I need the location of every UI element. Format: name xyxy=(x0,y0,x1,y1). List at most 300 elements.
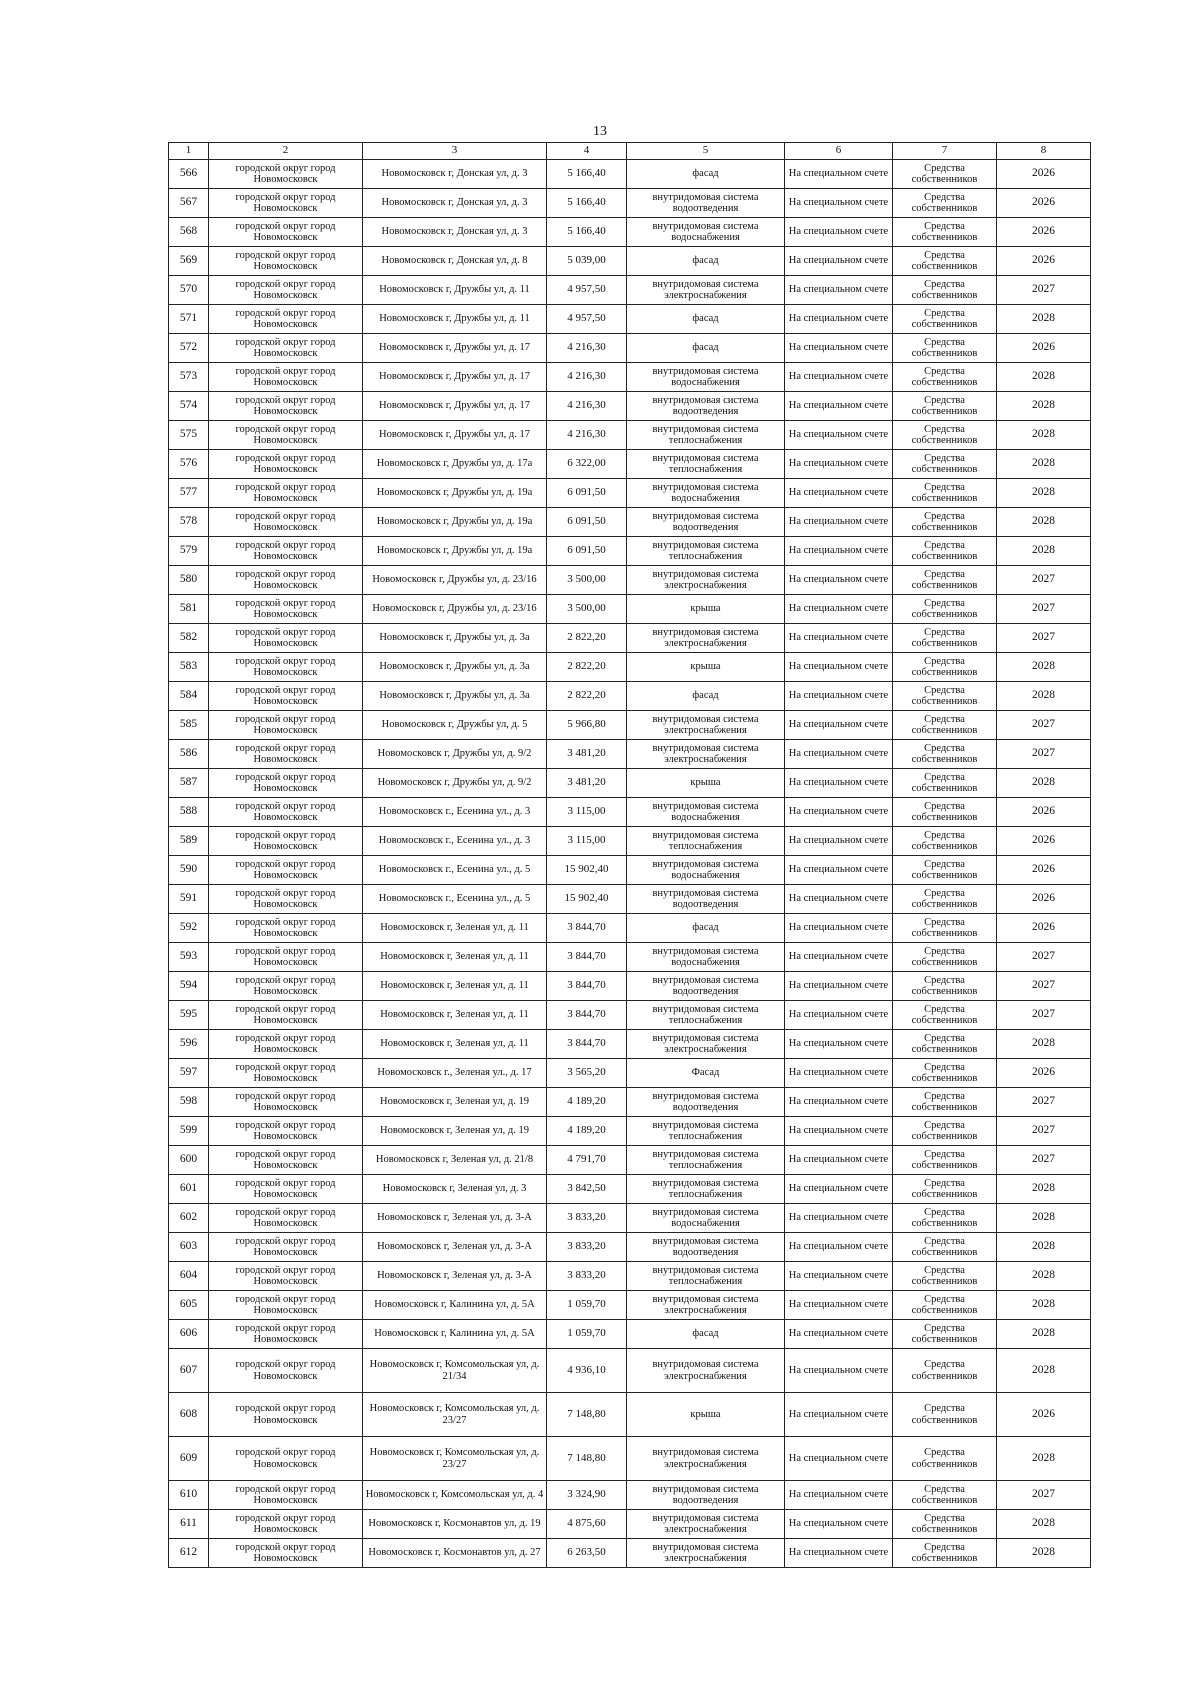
table-row xyxy=(169,1437,1091,1481)
address: Новомосковск г, Дружбы ул, д. 9/2 xyxy=(363,769,547,798)
plan-year: 2028 xyxy=(997,1291,1091,1320)
row-number: 599 xyxy=(169,1117,209,1146)
row-number: 586 xyxy=(169,740,209,769)
address: Новомосковск г, Дружбы ул, д. 9/2 xyxy=(363,740,547,769)
row-number: 585 xyxy=(169,711,209,740)
funding-source: Средства собственников xyxy=(893,885,997,914)
table-row xyxy=(169,595,1091,624)
account-type: На специальном счете xyxy=(785,421,893,450)
address: Новомосковск г, Дружбы ул, д. 19а xyxy=(363,479,547,508)
funding-source: Средства собственников xyxy=(893,1088,997,1117)
municipality: городской округ город Новомосковск xyxy=(209,1262,363,1291)
municipality: городской округ город Новомосковск xyxy=(209,189,363,218)
plan-year: 2027 xyxy=(997,943,1091,972)
plan-year: 2027 xyxy=(997,711,1091,740)
row-number: 566 xyxy=(169,160,209,189)
table-row xyxy=(169,1393,1091,1437)
area-value: 6 263,50 xyxy=(547,1539,627,1568)
plan-year: 2028 xyxy=(997,1349,1091,1393)
area-value: 15 902,40 xyxy=(547,856,627,885)
account-type: На специальном счете xyxy=(785,508,893,537)
area-value: 15 902,40 xyxy=(547,885,627,914)
area-value: 6 322,00 xyxy=(547,450,627,479)
area-value: 3 500,00 xyxy=(547,566,627,595)
table-row xyxy=(169,1088,1091,1117)
address: Новомосковск г, Донская ул, д. 8 xyxy=(363,247,547,276)
work-type: внутридомовая система водоотведения xyxy=(627,189,785,218)
address: Новомосковск г, Дружбы ул, д. 5 xyxy=(363,711,547,740)
table-row xyxy=(169,1030,1091,1059)
table-row xyxy=(169,1291,1091,1320)
work-type: внутридомовая система теплоснабжения xyxy=(627,1262,785,1291)
municipality: городской округ город Новомосковск xyxy=(209,421,363,450)
row-number: 573 xyxy=(169,363,209,392)
address: Новомосковск г, Космонавтов ул, д. 27 xyxy=(363,1539,547,1568)
work-type: внутридомовая система теплоснабжения xyxy=(627,537,785,566)
account-type: На специальном счете xyxy=(785,392,893,421)
account-type: На специальном счете xyxy=(785,334,893,363)
table-row xyxy=(169,247,1091,276)
row-number: 578 xyxy=(169,508,209,537)
plan-year: 2026 xyxy=(997,856,1091,885)
table-row xyxy=(169,711,1091,740)
address: Новомосковск г, Дружбы ул, д. 11 xyxy=(363,305,547,334)
funding-source: Средства собственников xyxy=(893,276,997,305)
page-number: 13 xyxy=(593,124,607,139)
area-value: 3 833,20 xyxy=(547,1233,627,1262)
area-value: 3 833,20 xyxy=(547,1262,627,1291)
work-type: внутридомовая система электроснабжения xyxy=(627,1437,785,1481)
account-type: На специальном счете xyxy=(785,711,893,740)
address: Новомосковск г, Зеленая ул, д. 11 xyxy=(363,1001,547,1030)
funding-source: Средства собственников xyxy=(893,711,997,740)
table-row xyxy=(169,740,1091,769)
funding-source: Средства собственников xyxy=(893,827,997,856)
account-type: На специальном счете xyxy=(785,1204,893,1233)
work-type: внутридомовая система электроснабжения xyxy=(627,1030,785,1059)
funding-source: Средства собственников xyxy=(893,914,997,943)
plan-year: 2026 xyxy=(997,914,1091,943)
funding-source: Средства собственников xyxy=(893,972,997,1001)
work-type: внутридомовая система электроснабжения xyxy=(627,711,785,740)
municipality: городской округ город Новомосковск xyxy=(209,595,363,624)
plan-year: 2026 xyxy=(997,218,1091,247)
row-number: 606 xyxy=(169,1320,209,1349)
account-type: На специальном счете xyxy=(785,595,893,624)
row-number: 594 xyxy=(169,972,209,1001)
column-header: 6 xyxy=(785,143,893,160)
account-type: На специальном счете xyxy=(785,479,893,508)
funding-source: Средства собственников xyxy=(893,798,997,827)
address: Новомосковск г, Зеленая ул, д. 19 xyxy=(363,1117,547,1146)
work-type: фасад xyxy=(627,247,785,276)
area-value: 4 216,30 xyxy=(547,363,627,392)
municipality: городской округ город Новомосковск xyxy=(209,1233,363,1262)
row-number: 596 xyxy=(169,1030,209,1059)
area-value: 7 148,80 xyxy=(547,1393,627,1437)
column-header: 1 xyxy=(169,143,209,160)
work-type: фасад xyxy=(627,305,785,334)
account-type: На специальном счете xyxy=(785,914,893,943)
table-row xyxy=(169,189,1091,218)
area-value: 3 842,50 xyxy=(547,1175,627,1204)
municipality: городской округ город Новомосковск xyxy=(209,1088,363,1117)
account-type: На специальном счете xyxy=(785,827,893,856)
funding-source: Средства собственников xyxy=(893,682,997,711)
table-row xyxy=(169,1262,1091,1291)
account-type: На специальном счете xyxy=(785,624,893,653)
funding-source: Средства собственников xyxy=(893,508,997,537)
municipality: городской округ город Новомосковск xyxy=(209,943,363,972)
address: Новомосковск г, Комсомольская ул, д. 4 xyxy=(363,1481,547,1510)
funding-source: Средства собственников xyxy=(893,1001,997,1030)
row-number: 597 xyxy=(169,1059,209,1088)
plan-year: 2028 xyxy=(997,392,1091,421)
work-type: фасад xyxy=(627,1320,785,1349)
municipality: городской округ город Новомосковск xyxy=(209,1204,363,1233)
funding-source: Средства собственников xyxy=(893,1117,997,1146)
account-type: На специальном счете xyxy=(785,1320,893,1349)
area-value: 3 833,20 xyxy=(547,1204,627,1233)
work-type: крыша xyxy=(627,1393,785,1437)
account-type: На специальном счете xyxy=(785,1349,893,1393)
work-type: внутридомовая система водоснабжения xyxy=(627,798,785,827)
municipality: городской округ город Новомосковск xyxy=(209,1001,363,1030)
table-row xyxy=(169,624,1091,653)
area-value: 4 791,70 xyxy=(547,1146,627,1175)
work-type: внутридомовая система водоснабжения xyxy=(627,1204,785,1233)
plan-year: 2027 xyxy=(997,276,1091,305)
plan-year: 2028 xyxy=(997,1510,1091,1539)
plan-year: 2028 xyxy=(997,1437,1091,1481)
funding-source: Средства собственников xyxy=(893,1510,997,1539)
plan-year: 2028 xyxy=(997,450,1091,479)
row-number: 587 xyxy=(169,769,209,798)
account-type: На специальном счете xyxy=(785,740,893,769)
municipality: городской округ город Новомосковск xyxy=(209,392,363,421)
account-type: На специальном счете xyxy=(785,1088,893,1117)
funding-source: Средства собственников xyxy=(893,1291,997,1320)
plan-year: 2028 xyxy=(997,1539,1091,1568)
account-type: На специальном счете xyxy=(785,247,893,276)
municipality: городской округ город Новомосковск xyxy=(209,740,363,769)
table-row xyxy=(169,827,1091,856)
municipality: городской округ город Новомосковск xyxy=(209,798,363,827)
address: Новомосковск г, Дружбы ул, д. 17 xyxy=(363,363,547,392)
row-number: 574 xyxy=(169,392,209,421)
funding-source: Средства собственников xyxy=(893,624,997,653)
area-value: 5 166,40 xyxy=(547,189,627,218)
area-value: 3 844,70 xyxy=(547,972,627,1001)
municipality: городской округ город Новомосковск xyxy=(209,682,363,711)
area-value: 4 216,30 xyxy=(547,421,627,450)
row-number: 572 xyxy=(169,334,209,363)
account-type: На специальном счете xyxy=(785,1481,893,1510)
funding-source: Средства собственников xyxy=(893,740,997,769)
work-type: внутридомовая система теплоснабжения xyxy=(627,1146,785,1175)
plan-year: 2028 xyxy=(997,1175,1091,1204)
row-number: 570 xyxy=(169,276,209,305)
funding-source: Средства собственников xyxy=(893,856,997,885)
plan-year: 2027 xyxy=(997,1001,1091,1030)
account-type: На специальном счете xyxy=(785,769,893,798)
address: Новомосковск г, Дружбы ул, д. 3а xyxy=(363,653,547,682)
area-value: 1 059,70 xyxy=(547,1320,627,1349)
address: Новомосковск г, Дружбы ул, д. 19а xyxy=(363,508,547,537)
work-type: внутридомовая система водоснабжения xyxy=(627,479,785,508)
work-type: внутридомовая система электроснабжения xyxy=(627,1539,785,1568)
work-type: внутридомовая система водоотведения xyxy=(627,1233,785,1262)
municipality: городской округ город Новомосковск xyxy=(209,508,363,537)
address: Новомосковск г, Зеленая ул, д. 11 xyxy=(363,1030,547,1059)
plan-year: 2028 xyxy=(997,769,1091,798)
funding-source: Средства собственников xyxy=(893,1437,997,1481)
address: Новомосковск г, Зеленая ул, д. 21/8 xyxy=(363,1146,547,1175)
plan-year: 2028 xyxy=(997,1233,1091,1262)
table-row xyxy=(169,1320,1091,1349)
funding-source: Средства собственников xyxy=(893,769,997,798)
table-row xyxy=(169,1510,1091,1539)
address: Новомосковск г, Комсомольская ул, д. 23/27 xyxy=(363,1393,547,1437)
municipality: городской округ город Новомосковск xyxy=(209,856,363,885)
account-type: На специальном счете xyxy=(785,885,893,914)
address: Новомосковск г, Дружбы ул, д. 19а xyxy=(363,537,547,566)
row-number: 571 xyxy=(169,305,209,334)
row-number: 584 xyxy=(169,682,209,711)
address: Новомосковск г, Донская ул, д. 3 xyxy=(363,218,547,247)
account-type: На специальном счете xyxy=(785,1059,893,1088)
area-value: 3 115,00 xyxy=(547,798,627,827)
plan-year: 2026 xyxy=(997,798,1091,827)
area-value: 6 091,50 xyxy=(547,479,627,508)
area-value: 5 166,40 xyxy=(547,160,627,189)
column-header: 7 xyxy=(893,143,997,160)
account-type: На специальном счете xyxy=(785,1117,893,1146)
table-row xyxy=(169,537,1091,566)
account-type: На специальном счете xyxy=(785,682,893,711)
account-type: На специальном счете xyxy=(785,1539,893,1568)
municipality: городской округ город Новомосковск xyxy=(209,972,363,1001)
plan-year: 2027 xyxy=(997,1117,1091,1146)
area-value: 4 216,30 xyxy=(547,392,627,421)
area-value: 3 844,70 xyxy=(547,914,627,943)
row-number: 611 xyxy=(169,1510,209,1539)
municipality: городской округ город Новомосковск xyxy=(209,1349,363,1393)
address: Новомосковск г, Зеленая ул, д. 11 xyxy=(363,914,547,943)
account-type: На специальном счете xyxy=(785,276,893,305)
work-type: внутридомовая система водоснабжения xyxy=(627,856,785,885)
municipality: городской округ город Новомосковск xyxy=(209,218,363,247)
work-type: внутридомовая система водоснабжения xyxy=(627,363,785,392)
municipality: городской округ город Новомосковск xyxy=(209,1175,363,1204)
table-row xyxy=(169,914,1091,943)
municipality: городской округ город Новомосковск xyxy=(209,914,363,943)
work-type: внутридомовая система водоотведения xyxy=(627,1088,785,1117)
account-type: На специальном счете xyxy=(785,537,893,566)
work-type: внутридомовая система электроснабжения xyxy=(627,1349,785,1393)
municipality: городской округ город Новомосковск xyxy=(209,247,363,276)
plan-year: 2026 xyxy=(997,1393,1091,1437)
table-row xyxy=(169,1539,1091,1568)
table-row xyxy=(169,392,1091,421)
table-row xyxy=(169,421,1091,450)
account-type: На специальном счете xyxy=(785,1146,893,1175)
table-row xyxy=(169,1059,1091,1088)
funding-source: Средства собственников xyxy=(893,363,997,392)
table-body xyxy=(169,160,1091,1568)
area-value: 3 844,70 xyxy=(547,1001,627,1030)
row-number: 595 xyxy=(169,1001,209,1030)
municipality: городской округ город Новомосковск xyxy=(209,1291,363,1320)
municipality: городской округ город Новомосковск xyxy=(209,1146,363,1175)
area-value: 5 039,00 xyxy=(547,247,627,276)
account-type: На специальном счете xyxy=(785,856,893,885)
address: Новомосковск г, Дружбы ул, д. 3а xyxy=(363,682,547,711)
area-value: 4 189,20 xyxy=(547,1088,627,1117)
capital-repair-table xyxy=(168,142,1091,1568)
area-value: 3 115,00 xyxy=(547,827,627,856)
address: Новомосковск г, Космонавтов ул, д. 19 xyxy=(363,1510,547,1539)
plan-year: 2026 xyxy=(997,189,1091,218)
account-type: На специальном счете xyxy=(785,943,893,972)
table-row xyxy=(169,1146,1091,1175)
account-type: На специальном счете xyxy=(785,1262,893,1291)
address: Новомосковск г., Есенина ул., д. 5 xyxy=(363,885,547,914)
plan-year: 2026 xyxy=(997,160,1091,189)
row-number: 607 xyxy=(169,1349,209,1393)
work-type: внутридомовая система водоснабжения xyxy=(627,943,785,972)
address: Новомосковск г, Дружбы ул, д. 17а xyxy=(363,450,547,479)
funding-source: Средства собственников xyxy=(893,1175,997,1204)
area-value: 6 091,50 xyxy=(547,508,627,537)
address: Новомосковск г, Зеленая ул, д. 3-А xyxy=(363,1233,547,1262)
row-number: 583 xyxy=(169,653,209,682)
row-number: 593 xyxy=(169,943,209,972)
work-type: фасад xyxy=(627,682,785,711)
table-row xyxy=(169,769,1091,798)
work-type: крыша xyxy=(627,769,785,798)
municipality: городской округ город Новомосковск xyxy=(209,711,363,740)
funding-source: Средства собственников xyxy=(893,1204,997,1233)
municipality: городской округ город Новомосковск xyxy=(209,769,363,798)
municipality: городской округ город Новомосковск xyxy=(209,1030,363,1059)
row-number: 602 xyxy=(169,1204,209,1233)
funding-source: Средства собственников xyxy=(893,1481,997,1510)
funding-source: Средства собственников xyxy=(893,1320,997,1349)
address: Новомосковск г, Донская ул, д. 3 xyxy=(363,189,547,218)
municipality: городской округ город Новомосковск xyxy=(209,363,363,392)
header-row xyxy=(169,143,1091,160)
work-type: внутридомовая система водоотведения xyxy=(627,885,785,914)
plan-year: 2028 xyxy=(997,653,1091,682)
row-number: 601 xyxy=(169,1175,209,1204)
address: Новомосковск г, Дружбы ул, д. 17 xyxy=(363,334,547,363)
table-row xyxy=(169,943,1091,972)
row-number: 604 xyxy=(169,1262,209,1291)
table-row xyxy=(169,1233,1091,1262)
address: Новомосковск г, Дружбы ул, д. 23/16 xyxy=(363,566,547,595)
municipality: городской округ город Новомосковск xyxy=(209,1510,363,1539)
area-value: 2 822,20 xyxy=(547,653,627,682)
funding-source: Средства собственников xyxy=(893,1393,997,1437)
account-type: На специальном счете xyxy=(785,972,893,1001)
table-row xyxy=(169,972,1091,1001)
area-value: 3 844,70 xyxy=(547,943,627,972)
account-type: На специальном счете xyxy=(785,1510,893,1539)
column-header: 2 xyxy=(209,143,363,160)
area-value: 4 875,60 xyxy=(547,1510,627,1539)
account-type: На специальном счете xyxy=(785,305,893,334)
work-type: внутридомовая система электроснабжения xyxy=(627,624,785,653)
work-type: внутридомовая система водоотведения xyxy=(627,508,785,537)
address: Новомосковск г, Зеленая ул, д. 19 xyxy=(363,1088,547,1117)
row-number: 598 xyxy=(169,1088,209,1117)
plan-year: 2028 xyxy=(997,682,1091,711)
plan-year: 2028 xyxy=(997,363,1091,392)
municipality: городской округ город Новомосковск xyxy=(209,566,363,595)
row-number: 608 xyxy=(169,1393,209,1437)
row-number: 569 xyxy=(169,247,209,276)
funding-source: Средства собственников xyxy=(893,1539,997,1568)
row-number: 588 xyxy=(169,798,209,827)
work-type: внутридомовая система теплоснабжения xyxy=(627,1001,785,1030)
funding-source: Средства собственников xyxy=(893,247,997,276)
table-row xyxy=(169,856,1091,885)
municipality: городской округ город Новомосковск xyxy=(209,160,363,189)
table-row xyxy=(169,1204,1091,1233)
municipality: городской округ город Новомосковск xyxy=(209,1539,363,1568)
work-type: внутридомовая система электроснабжения xyxy=(627,1510,785,1539)
row-number: 567 xyxy=(169,189,209,218)
plan-year: 2027 xyxy=(997,566,1091,595)
funding-source: Средства собственников xyxy=(893,450,997,479)
area-value: 1 059,70 xyxy=(547,1291,627,1320)
work-type: внутридомовая система теплоснабжения xyxy=(627,827,785,856)
column-header: 5 xyxy=(627,143,785,160)
area-value: 4 957,50 xyxy=(547,276,627,305)
account-type: На специальном счете xyxy=(785,798,893,827)
account-type: На специальном счете xyxy=(785,1001,893,1030)
municipality: городской округ город Новомосковск xyxy=(209,276,363,305)
account-type: На специальном счете xyxy=(785,1175,893,1204)
row-number: 592 xyxy=(169,914,209,943)
address: Новомосковск г, Зеленая ул, д. 3-А xyxy=(363,1204,547,1233)
plan-year: 2026 xyxy=(997,827,1091,856)
row-number: 568 xyxy=(169,218,209,247)
work-type: внутридомовая система водоотведения xyxy=(627,1481,785,1510)
plan-year: 2028 xyxy=(997,1262,1091,1291)
table-row xyxy=(169,1481,1091,1510)
address: Новомосковск г, Зеленая ул, д. 11 xyxy=(363,943,547,972)
row-number: 603 xyxy=(169,1233,209,1262)
work-type: внутридомовая система электроснабжения xyxy=(627,566,785,595)
funding-source: Средства собственников xyxy=(893,1059,997,1088)
municipality: городской округ город Новомосковск xyxy=(209,334,363,363)
area-value: 7 148,80 xyxy=(547,1437,627,1481)
table-row xyxy=(169,682,1091,711)
work-type: крыша xyxy=(627,595,785,624)
work-type: внутридомовая система водоотведения xyxy=(627,392,785,421)
area-value: 3 481,20 xyxy=(547,740,627,769)
table-row xyxy=(169,1001,1091,1030)
funding-source: Средства собственников xyxy=(893,392,997,421)
row-number: 600 xyxy=(169,1146,209,1175)
row-number: 591 xyxy=(169,885,209,914)
plan-year: 2028 xyxy=(997,508,1091,537)
plan-year: 2028 xyxy=(997,1204,1091,1233)
table-row xyxy=(169,1175,1091,1204)
work-type: внутридомовая система теплоснабжения xyxy=(627,1117,785,1146)
